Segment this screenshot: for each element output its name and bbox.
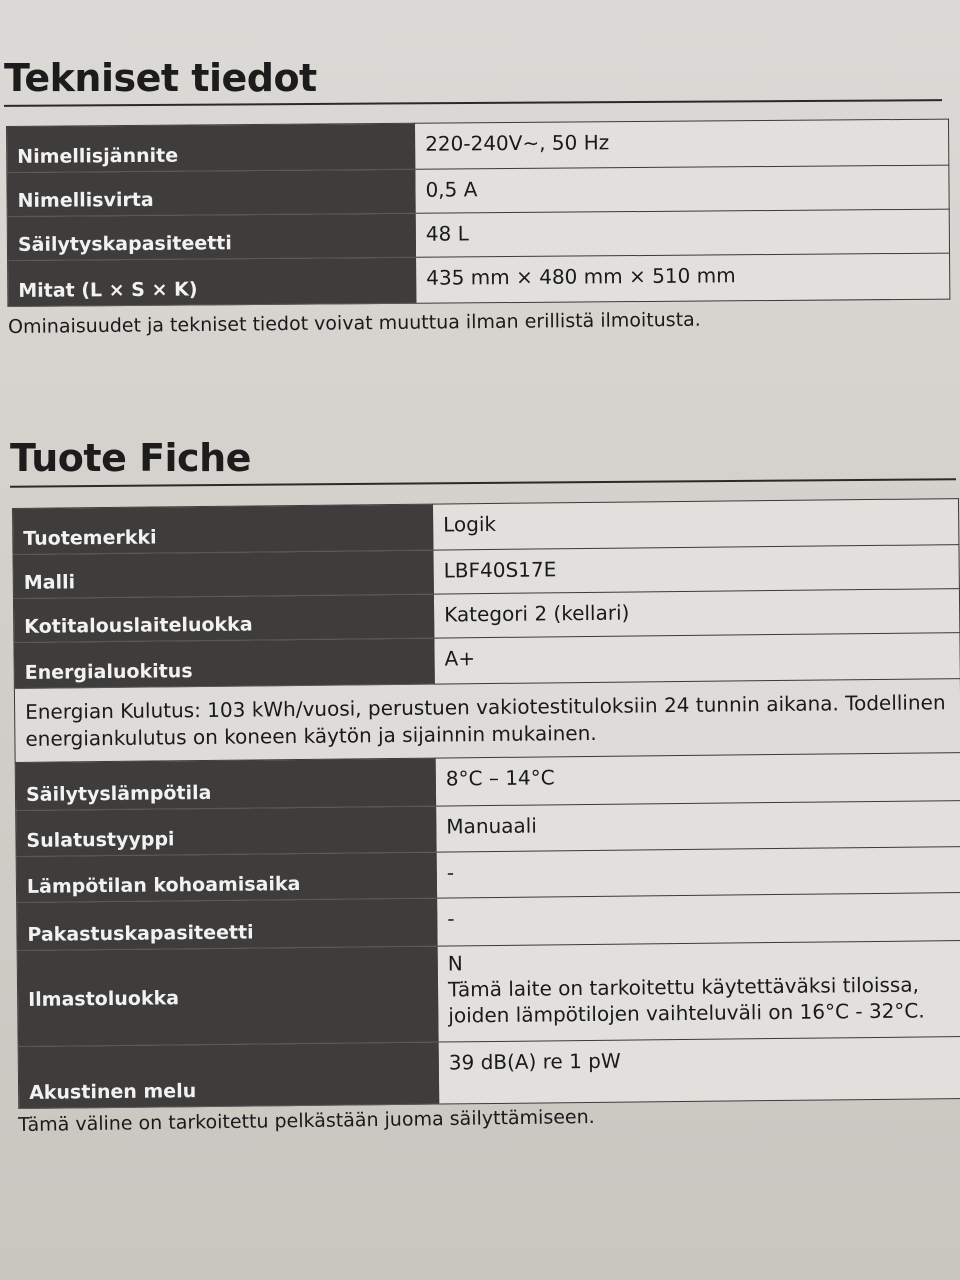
row-value: - (436, 847, 960, 899)
table-row (7, 209, 949, 260)
table-row (7, 165, 949, 216)
table-row (18, 1037, 960, 1109)
row-value: 39 dB(A) re 1 pW (438, 1037, 960, 1105)
row-label: Malli (13, 550, 433, 598)
row-label: Akustinen melu (18, 1042, 439, 1108)
table-row (7, 119, 949, 172)
row-label: Säilytyskapasiteetti (7, 213, 415, 260)
row-value: 435 mm × 480 mm × 510 mm (416, 253, 950, 303)
row-value: LBF40S17E (433, 545, 959, 595)
table-row (8, 253, 950, 306)
climate-class-code: N (447, 951, 463, 976)
technical-note: Ominaisuudet ja tekniset tiedot voivat muuttua ilman erillistä ilmoitusta. (8, 308, 701, 338)
row-value: 0,5 A (415, 165, 949, 213)
climate-class-description: Tämä laite on tarkoitettu käytettäväksi tiloissa, joiden lämpötilojen vaihteluväli on 16°C - 32°C. (447, 972, 925, 1028)
technical-heading: Tekniset tiedot (4, 56, 317, 100)
table-row (17, 941, 960, 1047)
table-row (14, 679, 960, 763)
row-label: Säilytyslämpötila (15, 758, 435, 810)
row-value: Manuaali (436, 801, 960, 853)
energy-consumption-note: Energian Kulutus: 103 kWh/vuosi, perustuen vakiotestituloksiin 24 tunnin aikana. Todellinen energiankulutus on koneen käytön ja sijainnin mukainen. (14, 679, 960, 763)
row-label: Kotitalouslaiteluokka (13, 594, 433, 642)
climate-class-value (437, 941, 960, 1043)
row-label: Mitat (L × S × K) (8, 257, 416, 306)
technical-table (6, 119, 950, 307)
row-label: Sulatustyyppi (16, 806, 436, 856)
row-value: Kategori 2 (kellari) (433, 589, 959, 639)
row-value: 48 L (415, 209, 949, 257)
row-value: Logik (432, 499, 958, 551)
row-value: - (437, 893, 960, 947)
row-label: Nimellisjännite (7, 123, 415, 172)
fiche-note: Tämä väline on tarkoitettu pelkästään juoma säilyttämiseen. (18, 1105, 595, 1136)
row-label: Energialuokitus (14, 638, 434, 688)
row-value: A+ (434, 633, 960, 685)
row-label: Ilmastoluokka (17, 946, 438, 1046)
fiche-heading: Tuote Fiche (10, 436, 251, 480)
row-value: 220-240V~, 50 Hz (414, 119, 948, 169)
row-label: Nimellisvirta (7, 169, 415, 216)
technical-heading-rule (4, 99, 942, 107)
row-value: 8°C – 14°C (435, 753, 960, 807)
row-label: Lämpötilan kohoamisaika (16, 852, 436, 902)
row-label: Tuotemerkki (13, 504, 433, 554)
fiche-table (12, 498, 960, 1109)
row-label: Pakastuskapasiteetti (17, 898, 437, 950)
